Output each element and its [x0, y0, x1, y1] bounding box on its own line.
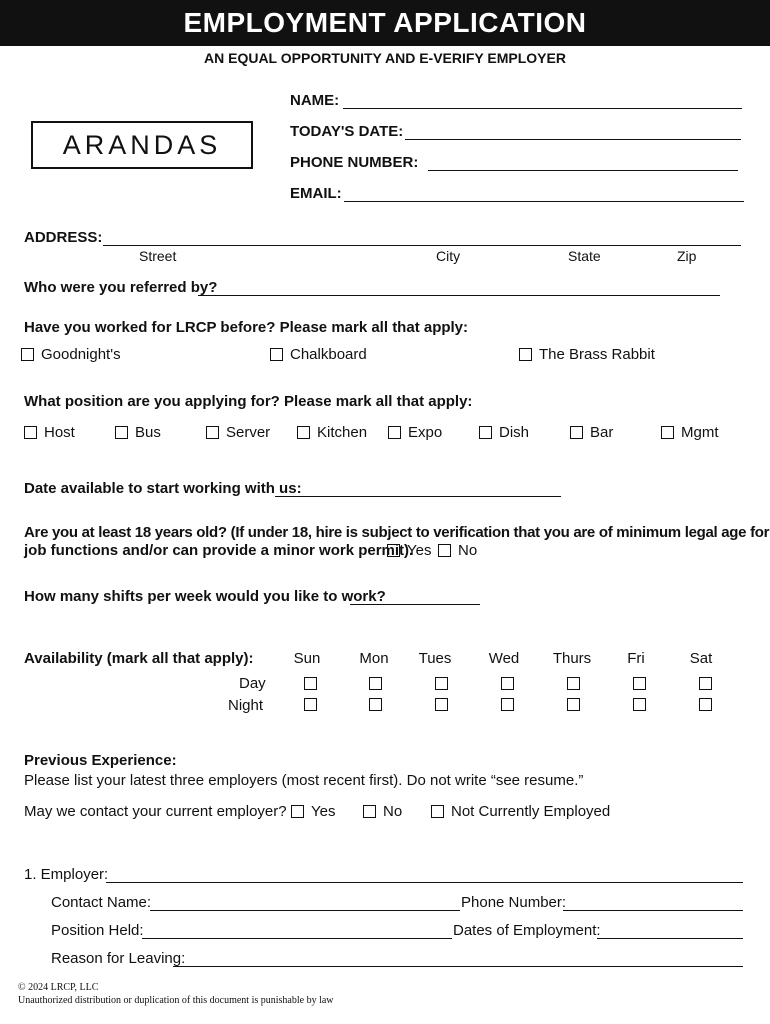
- position-held-label: Position Held:: [51, 922, 144, 939]
- night-row-label: Night: [228, 697, 264, 714]
- form-title: EMPLOYMENT APPLICATION: [0, 0, 770, 46]
- option-label: Host: [44, 424, 75, 441]
- option-label: Server: [226, 424, 271, 441]
- reason-leaving-field[interactable]: [173, 966, 743, 967]
- employer-label: 1. Employer:: [24, 866, 109, 883]
- shifts-label: How many shifts per week would you like to work?: [24, 588, 386, 605]
- contact-employer-question: May we contact your current employer?: [24, 803, 287, 820]
- todays-date-label: TODAY'S DATE:: [290, 123, 404, 140]
- reason-leaving-label: Reason for Leaving:: [51, 950, 186, 967]
- checkbox[interactable]: [519, 348, 532, 361]
- option-label: Expo: [408, 424, 443, 441]
- availability-mon-night-checkbox[interactable]: [369, 698, 382, 711]
- checkbox[interactable]: [24, 426, 37, 439]
- checkbox[interactable]: [206, 426, 219, 439]
- street-caption: Street: [139, 248, 177, 264]
- phone-number-field[interactable]: [428, 170, 738, 171]
- checkbox[interactable]: [570, 426, 583, 439]
- availability-wed-night-checkbox[interactable]: [501, 698, 514, 711]
- position-question: What position are you applying for? Please mark all that apply:: [24, 393, 473, 410]
- contact-name-label: Contact Name:: [51, 894, 152, 911]
- state-caption: State: [568, 248, 601, 264]
- dates-employment-label: Dates of Employment:: [453, 922, 601, 939]
- checkbox[interactable]: [388, 426, 401, 439]
- employer-phone-label: Phone Number:: [461, 894, 567, 911]
- position-bus[interactable]: [115, 424, 161, 441]
- checkbox[interactable]: [21, 348, 34, 361]
- availability-wed-day-checkbox[interactable]: [501, 677, 514, 690]
- availability-tues-day-checkbox[interactable]: [435, 677, 448, 690]
- option-label: Yes: [407, 542, 432, 559]
- position-bar[interactable]: [570, 424, 613, 441]
- availability-thurs-day-checkbox[interactable]: [567, 677, 580, 690]
- legal-notice: Unauthorized distribution or duplication of this document is punishable by law: [18, 995, 334, 1006]
- day-header-thurs: Thurs: [552, 650, 592, 667]
- option-chalkboard[interactable]: [270, 346, 367, 363]
- checkbox[interactable]: [270, 348, 283, 361]
- availability-label: Availability (mark all that apply):: [24, 650, 254, 667]
- age-question-line1: Are you at least 18 years old? (If under 18, hire is subject to verification that you are of minimum legal age for: [24, 524, 770, 541]
- option-label: Not Currently Employed: [451, 803, 611, 820]
- experience-heading: Previous Experience:: [24, 752, 177, 769]
- availability-sat-day-checkbox[interactable]: [699, 677, 712, 690]
- company-logo: ARANDAS: [31, 121, 253, 169]
- checkbox[interactable]: [291, 805, 304, 818]
- contact-not-employed[interactable]: [431, 803, 610, 820]
- referred-label: Who were you referred by?: [24, 279, 218, 296]
- checkbox[interactable]: [438, 544, 451, 557]
- name-field[interactable]: [343, 108, 742, 109]
- day-header-sat: Sat: [689, 650, 713, 667]
- option-label: The Brass Rabbit: [539, 346, 655, 363]
- option-label: No: [458, 542, 478, 559]
- position-host[interactable]: [24, 424, 75, 441]
- form-subtitle: AN EQUAL OPPORTUNITY AND E-VERIFY EMPLOYER: [204, 50, 566, 66]
- option-label: Goodnight's: [41, 346, 121, 363]
- position-expo[interactable]: [388, 424, 442, 441]
- option-label: Bus: [135, 424, 161, 441]
- contact-yes[interactable]: [291, 803, 335, 820]
- checkbox[interactable]: [297, 426, 310, 439]
- date-available-field[interactable]: [275, 496, 561, 497]
- checkbox[interactable]: [387, 544, 400, 557]
- availability-tues-night-checkbox[interactable]: [435, 698, 448, 711]
- contact-name-field[interactable]: [150, 910, 460, 911]
- availability-thurs-night-checkbox[interactable]: [567, 698, 580, 711]
- zip-caption: Zip: [677, 248, 697, 264]
- age-question-line2: job functions and/or can provide a minor work permit).: [24, 542, 414, 559]
- name-label: NAME:: [290, 92, 340, 109]
- availability-sun-day-checkbox[interactable]: [304, 677, 317, 690]
- day-header-tues: Tues: [418, 650, 452, 667]
- availability-fri-day-checkbox[interactable]: [633, 677, 646, 690]
- age-yes[interactable]: [387, 542, 431, 559]
- todays-date-field[interactable]: [405, 139, 741, 140]
- contact-no[interactable]: [363, 803, 402, 820]
- option-goodnights[interactable]: [21, 346, 121, 363]
- option-label: Yes: [311, 803, 336, 820]
- shifts-field[interactable]: [350, 604, 480, 605]
- option-brass-rabbit[interactable]: [519, 346, 655, 363]
- email-label: EMAIL:: [290, 185, 342, 202]
- availability-fri-night-checkbox[interactable]: [633, 698, 646, 711]
- phone-number-label: PHONE NUMBER:: [290, 154, 419, 171]
- checkbox[interactable]: [661, 426, 674, 439]
- day-header-fri: Fri: [627, 650, 645, 667]
- age-no[interactable]: [438, 542, 477, 559]
- email-field[interactable]: [344, 201, 744, 202]
- checkbox[interactable]: [363, 805, 376, 818]
- availability-mon-day-checkbox[interactable]: [369, 677, 382, 690]
- option-label: No: [383, 803, 403, 820]
- position-mgmt[interactable]: [661, 424, 719, 441]
- option-label: Dish: [499, 424, 530, 441]
- address-label: ADDRESS:: [24, 229, 103, 246]
- checkbox[interactable]: [431, 805, 444, 818]
- checkbox[interactable]: [115, 426, 128, 439]
- availability-sun-night-checkbox[interactable]: [304, 698, 317, 711]
- copyright-text: © 2024 LRCP, LLC: [18, 982, 99, 993]
- option-label: Kitchen: [317, 424, 368, 441]
- employer-phone-field[interactable]: [563, 910, 743, 911]
- experience-instructions: Please list your latest three employers (most recent first). Do not write “see resume.”: [24, 772, 584, 789]
- worked-before-question: Have you worked for LRCP before? Please mark all that apply:: [24, 319, 469, 336]
- referred-field[interactable]: [198, 295, 720, 296]
- employer-field[interactable]: [106, 882, 743, 883]
- option-label: Chalkboard: [290, 346, 367, 363]
- position-dish[interactable]: [479, 424, 529, 441]
- city-caption: City: [436, 248, 461, 264]
- availability-sat-night-checkbox[interactable]: [699, 698, 712, 711]
- checkbox[interactable]: [479, 426, 492, 439]
- option-label: Bar: [590, 424, 614, 441]
- address-field[interactable]: [103, 245, 741, 246]
- day-header-sun: Sun: [293, 650, 321, 667]
- position-kitchen[interactable]: [297, 424, 367, 441]
- dates-employment-field[interactable]: [597, 938, 743, 939]
- option-label: Mgmt: [681, 424, 719, 441]
- position-server[interactable]: [206, 424, 270, 441]
- day-header-mon: Mon: [359, 650, 389, 667]
- day-row-label: Day: [239, 675, 266, 692]
- date-available-label: Date available to start working with us:: [24, 480, 302, 497]
- position-held-field[interactable]: [142, 938, 452, 939]
- day-header-wed: Wed: [488, 650, 520, 667]
